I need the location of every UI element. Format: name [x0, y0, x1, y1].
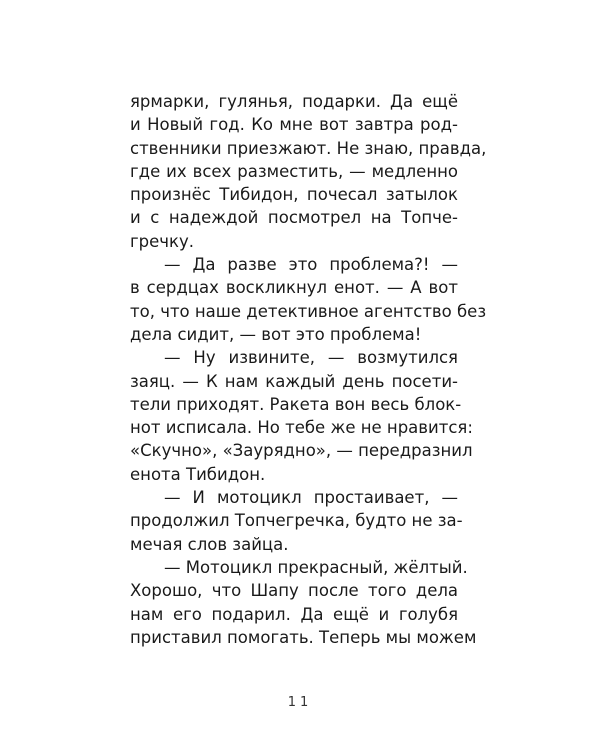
text-line: то, что наше детективное агентство без — [130, 301, 487, 321]
text-line: Хорошо, что Шапу после того дела — [130, 581, 458, 601]
page-number: 11 — [287, 695, 313, 710]
text-line: тели приходят. Ракета вон весь блок- — [130, 394, 462, 414]
text-line: гречку. — [130, 231, 195, 251]
text-line: — Мотоцикл прекрасный, жёлтый. — [164, 557, 468, 577]
text-line: произнёс Тибидон, почесал затылок — [130, 185, 458, 205]
text-line: ственники приезжают. Не знаю, правда, — [130, 138, 487, 158]
text-line: и с надеждой посмотрел на Топче- — [130, 208, 458, 228]
text-line: продолжил Топчегречка, будто не за- — [130, 511, 463, 531]
body-text — [130, 90, 487, 649]
text-line: где их всех разместить, — медленно — [130, 161, 458, 181]
text-line: в сердцах воскликнул енот. — А вот — [130, 278, 458, 298]
text-line: заяц. — К нам каждый день посети- — [130, 371, 458, 391]
text-line: нам его подарил. Да ещё и голубя — [130, 604, 458, 624]
text-line: ярмарки, гулянья, подарки. Да ещё — [130, 92, 458, 111]
text-line: — Ну извините, — возмутился — [164, 348, 458, 368]
text-line: — И мотоцикл простаивает, — — [164, 488, 458, 508]
text-line: нот исписала. Но тебе же не нравится: — [130, 418, 473, 438]
text-line: «Скучно», «Заурядно», — передразнил — [130, 441, 473, 461]
text-line: приставил помогать. Теперь мы можем — [130, 627, 477, 647]
text-line: — Да разве это проблема?! — — [164, 255, 458, 275]
text-line: и Новый год. Ко мне вот завтра род- — [130, 115, 458, 135]
text-line: енота Тибидон. — [130, 464, 266, 484]
text-line: мечая слов зайца. — [130, 534, 289, 554]
text-line: дела сидит, — вот это проблема! — [130, 324, 422, 344]
